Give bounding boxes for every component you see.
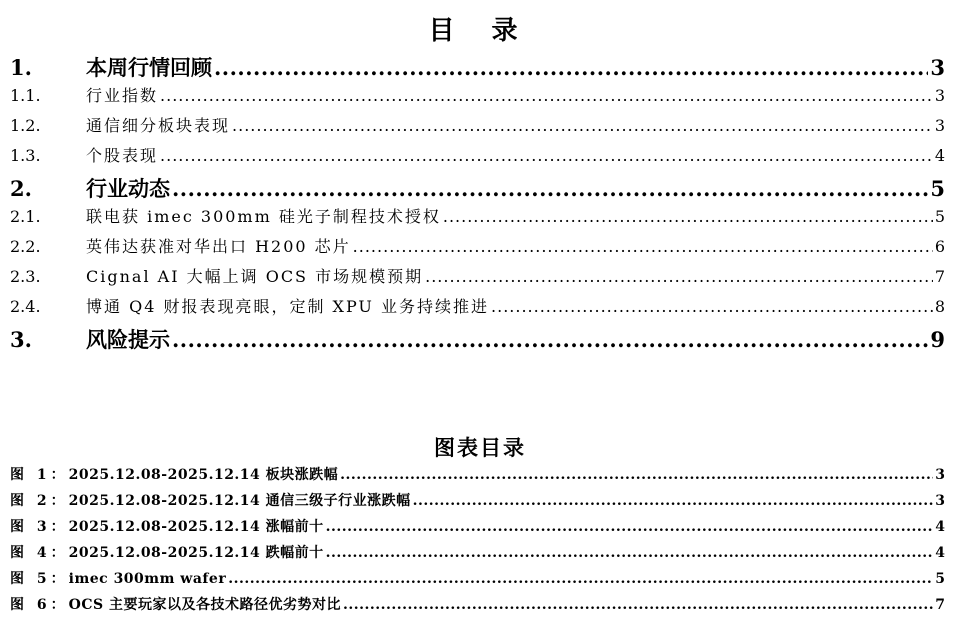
toc-entry-page: 6 [934,237,945,256]
toc-entry-number: 2.3. [10,267,41,286]
toc-entry-number: 3. [10,327,32,352]
figure-entry[interactable] [10,594,945,620]
dot-leader [326,519,934,535]
toc-entry-text: 行业动态 [86,176,170,201]
figures-title: 图表目录 [434,435,526,460]
toc-title: 目 录 [428,16,532,46]
dot-leader [232,116,933,135]
figure-entry[interactable] [10,568,945,594]
toc-entry-text: 本周行情回顾 [86,55,212,80]
toc-entry[interactable] [10,113,945,143]
dot-leader [353,237,933,256]
toc-entry[interactable] [10,173,945,204]
toc-entry-page: 3 [930,55,945,80]
dot-leader [214,55,928,80]
toc-entry-text: 风险提示 [86,327,170,352]
toc-entry-text: 通信细分板块表现 [86,116,231,135]
toc-entry[interactable] [10,324,945,355]
toc-entry[interactable] [10,143,945,173]
figure-caption: 2025.12.08-2025.12.14 跌幅前十 [68,545,324,561]
toc-entry-number: 2. [10,176,32,201]
dot-leader [228,571,933,587]
figure-page: 3 [935,467,945,483]
dot-leader [172,327,928,352]
figure-label: 图 5： [10,571,69,587]
dot-leader [491,297,933,316]
toc-entry-number: 2.1. [10,207,41,226]
figure-label: 图 2： [10,493,69,509]
toc-entry-text: Cignal AI 大幅上调 OCS 市场规模预期 [86,267,424,286]
toc-entry-number: 1. [10,55,32,80]
dot-leader [443,207,933,226]
toc-entry-text: 行业指数 [86,86,159,105]
toc-entry-text: 英伟达获准对华出口 H200 芯片 [86,237,351,256]
dot-leader [343,597,933,613]
toc-entry[interactable] [10,204,945,234]
figure-page: 5 [935,571,945,587]
toc-entry[interactable] [10,294,945,324]
toc-entry-page: 7 [934,267,945,286]
toc-entry-text: 博通 Q4 财报表现亮眼，定制 XPU 业务持续推进 [86,297,490,316]
toc-entry-number: 1.1. [10,86,41,105]
figure-caption: OCS 主要玩家以及各技术路径优劣势对比 [68,597,341,613]
dot-leader [160,86,933,105]
dot-leader [413,493,934,509]
figure-page: 4 [935,545,945,561]
figure-caption: 2025.12.08-2025.12.14 板块涨跌幅 [68,467,339,483]
dot-leader [326,545,934,561]
toc-entry-page: 3 [934,116,945,135]
dot-leader [340,467,933,483]
figure-label: 图 4： [10,545,69,561]
figure-caption: 2025.12.08-2025.12.14 涨幅前十 [68,519,324,535]
figure-page: 4 [935,519,945,535]
figure-caption: imec 300mm wafer [68,571,227,587]
figure-page: 7 [935,597,945,613]
toc-entry-page: 8 [934,297,945,316]
toc-entry[interactable] [10,83,945,113]
toc-entry-text: 个股表现 [86,146,159,165]
table-of-contents [10,52,945,355]
figure-label: 图 1： [10,467,69,483]
figure-entry[interactable] [10,490,945,516]
figure-label: 图 3： [10,519,69,535]
list-of-figures [10,464,945,620]
dot-leader [172,176,928,201]
toc-entry[interactable] [10,264,945,294]
figure-entry[interactable] [10,464,945,490]
toc-entry-number: 2.2. [10,237,41,256]
figure-caption: 2025.12.08-2025.12.14 通信三级子行业涨跌幅 [68,493,411,509]
toc-entry-page: 9 [930,327,945,352]
toc-entry-text: 联电获 imec 300mm 硅光子制程技术授权 [86,207,441,226]
toc-entry[interactable] [10,52,945,83]
figure-entry[interactable] [10,516,945,542]
figure-page: 3 [935,493,945,509]
toc-entry-page: 3 [934,86,945,105]
figure-label: 图 6： [10,597,69,613]
toc-entry-page: 5 [934,207,945,226]
dot-leader [160,146,933,165]
toc-entry-page: 5 [930,176,945,201]
dot-leader [425,267,933,286]
toc-entry-number: 1.3. [10,146,41,165]
toc-entry-number: 1.2. [10,116,41,135]
toc-entry[interactable] [10,234,945,264]
figure-entry[interactable] [10,542,945,568]
toc-entry-page: 4 [934,146,945,165]
toc-entry-number: 2.4. [10,297,41,316]
